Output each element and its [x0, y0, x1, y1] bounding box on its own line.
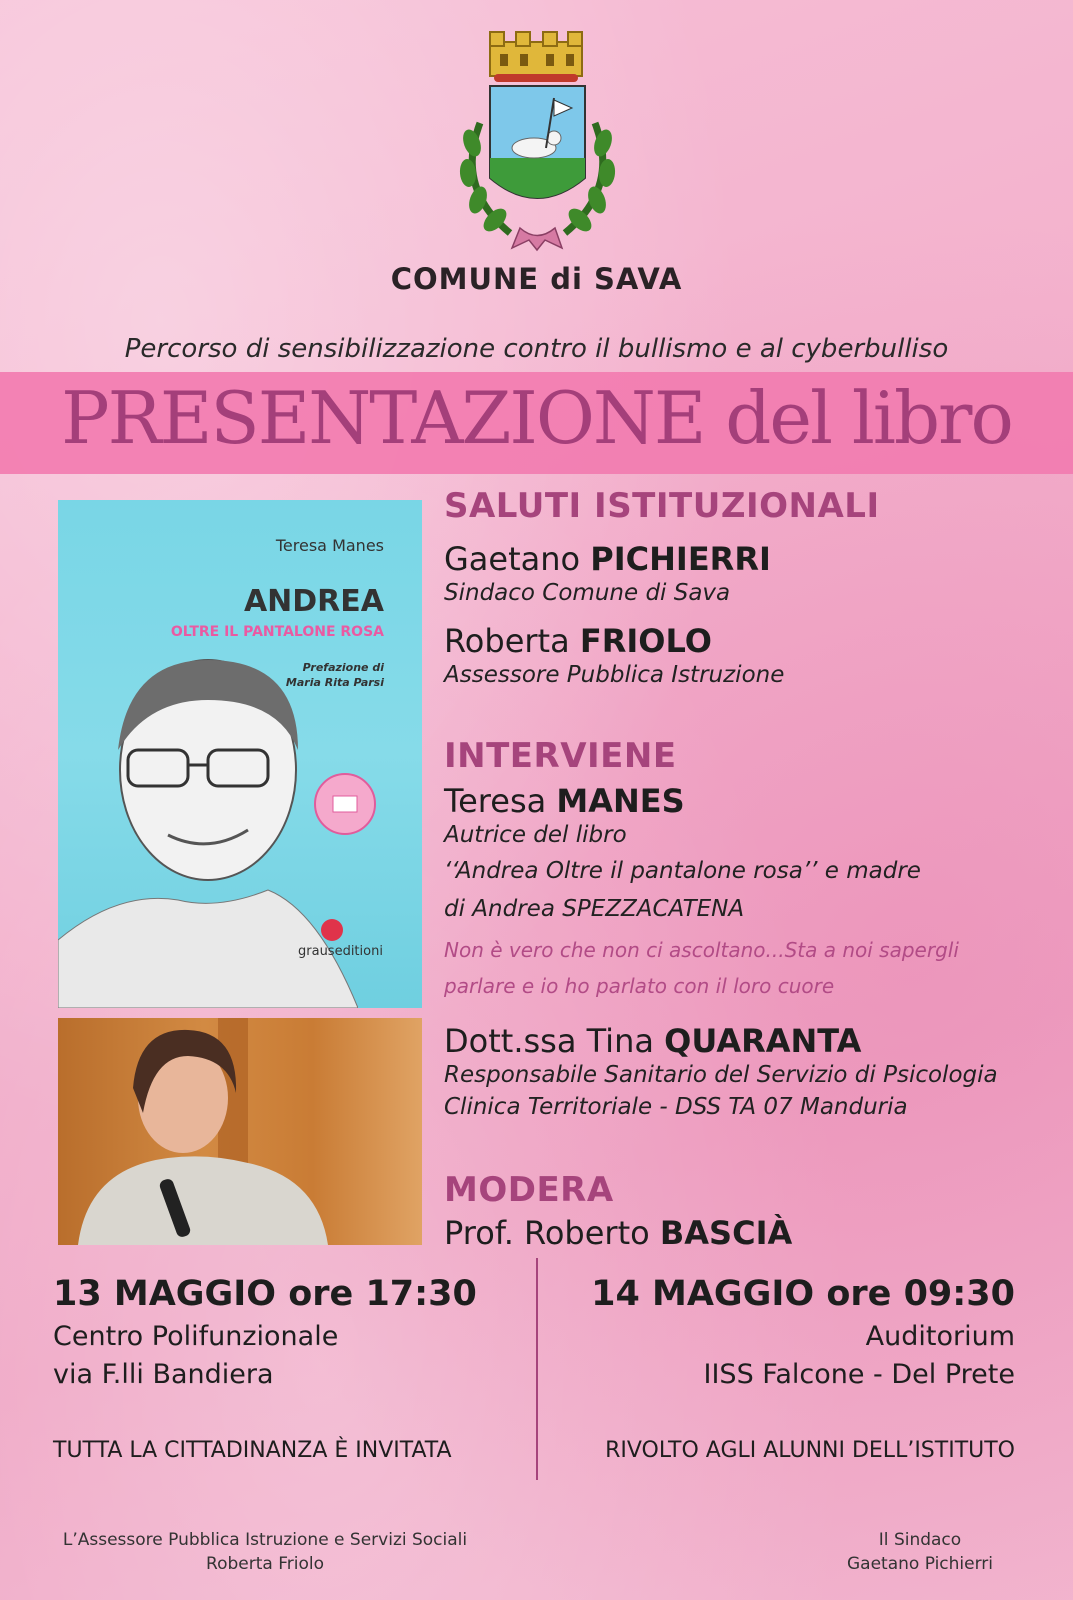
speaker-2-first: Dott.ssa Tina: [444, 1022, 665, 1060]
saluti-person-2-last: FRIOLO: [579, 622, 712, 660]
book-cover-publisher: grauseditioni: [298, 944, 383, 959]
speaker-1-role-line-2: ‘‘Andrea Oltre il pantalone rosa’’ e madre: [444, 858, 921, 884]
event-2-note: RIVOLTO AGLI ALUNNI DELL’ISTITUTO: [605, 1438, 1015, 1463]
book-cover-preface-line1: Prefazione di: [302, 661, 384, 674]
book-cover-author: Teresa Manes: [275, 536, 384, 555]
event-1-place-line-2: via F.lli Bandiera: [53, 1359, 274, 1390]
event-1-note: TUTTA LA CITTADINANZA È INVITATA: [53, 1438, 452, 1463]
speaker-1-role-line-1: Autrice del libro: [444, 822, 627, 848]
events-divider: [536, 1258, 538, 1480]
speaker-1-quote-line-2: parlare e io ho parlato con il loro cuore: [444, 974, 835, 998]
speaker-2-last: QUARANTA: [664, 1022, 862, 1060]
saluti-heading: SALUTI ISTITUZIONALI: [444, 486, 880, 526]
footer-signature-assessore: [30, 1528, 500, 1576]
speaker-1-first: Teresa: [444, 782, 557, 820]
page-title-main: PRESENTAZIONE: [61, 376, 705, 460]
footer-signature-sindaco: [800, 1528, 1040, 1576]
moderator-name: [444, 1214, 792, 1252]
saluti-person-1-last: PICHIERRI: [590, 540, 771, 578]
event-1-place-line-1: Centro Polifunzionale: [53, 1321, 339, 1352]
publisher-logo-icon: [320, 918, 344, 942]
program-subtitle: Percorso di sensibilizzazione contro il bullismo e al cyberbulliso: [124, 334, 949, 364]
event-1-date: 13 MAGGIO ore 17:30: [53, 1274, 477, 1314]
event-2-place-line-1: Auditorium: [865, 1321, 1015, 1352]
book-cover-title: ANDREA: [243, 584, 384, 619]
speaker-1-quote-line-1: Non è vero che non ci ascoltano...Sta a noi sapergli: [444, 938, 959, 962]
footer-right-line-1: Il Sindaco: [878, 1530, 962, 1550]
speaker-1-role-line-3: di Andrea SPEZZACATENA: [444, 896, 745, 922]
municipality-name: COMUNE di SAVA: [390, 262, 683, 296]
footer-left-line-2: Roberta Friolo: [206, 1554, 324, 1574]
book-cover-preface-line2: Maria Rita Parsi: [285, 676, 384, 689]
saluti-person-1-first: Gaetano: [444, 540, 591, 578]
saluti-person-2-role: Assessore Pubblica Istruzione: [444, 662, 785, 688]
saluti-person-1-name: [444, 540, 771, 578]
moderator-first: Prof. Roberto: [444, 1214, 660, 1252]
modera-heading: MODERA: [444, 1170, 614, 1210]
footer-right-line-2: Gaetano Pichierri: [846, 1554, 994, 1574]
book-cover-subtitle: OLTRE IL PANTALONE ROSA: [170, 624, 384, 640]
saluti-person-1-role: Sindaco Comune di Sava: [444, 580, 731, 606]
speaker-2-name: [444, 1022, 861, 1060]
page-title-rest: del libro: [704, 376, 1012, 460]
speaker-1-name: [444, 782, 685, 820]
speaker-2-role-line-1: Responsabile Sanitario del Servizio di Psicologia: [444, 1062, 998, 1088]
book-cover-image: [58, 500, 422, 1008]
saluti-person-2-first: Roberta: [444, 622, 580, 660]
page-title: [0, 376, 1073, 460]
event-2-place-line-2: IISS Falcone - Del Prete: [703, 1359, 1015, 1390]
footer-left-line-1: L’Assessore Pubblica Istruzione e Servizi Sociali: [62, 1530, 468, 1550]
event-2-date: 14 MAGGIO ore 09:30: [591, 1274, 1015, 1314]
saluti-person-2-name: [444, 622, 712, 660]
speaker-2-role-line-2: Clinica Territoriale - DSS TA 07 Manduria: [444, 1094, 908, 1120]
sticker-badge-icon: [313, 772, 377, 836]
moderator-last: BASCIÀ: [659, 1214, 793, 1252]
interviene-heading: INTERVIENE: [444, 736, 677, 776]
speaker-portrait-illustration: [58, 1018, 422, 1245]
speaker-1-last: MANES: [556, 782, 685, 820]
comune-di-sava-crest-icon: [450, 28, 625, 258]
speaker-photo: [58, 1018, 422, 1245]
